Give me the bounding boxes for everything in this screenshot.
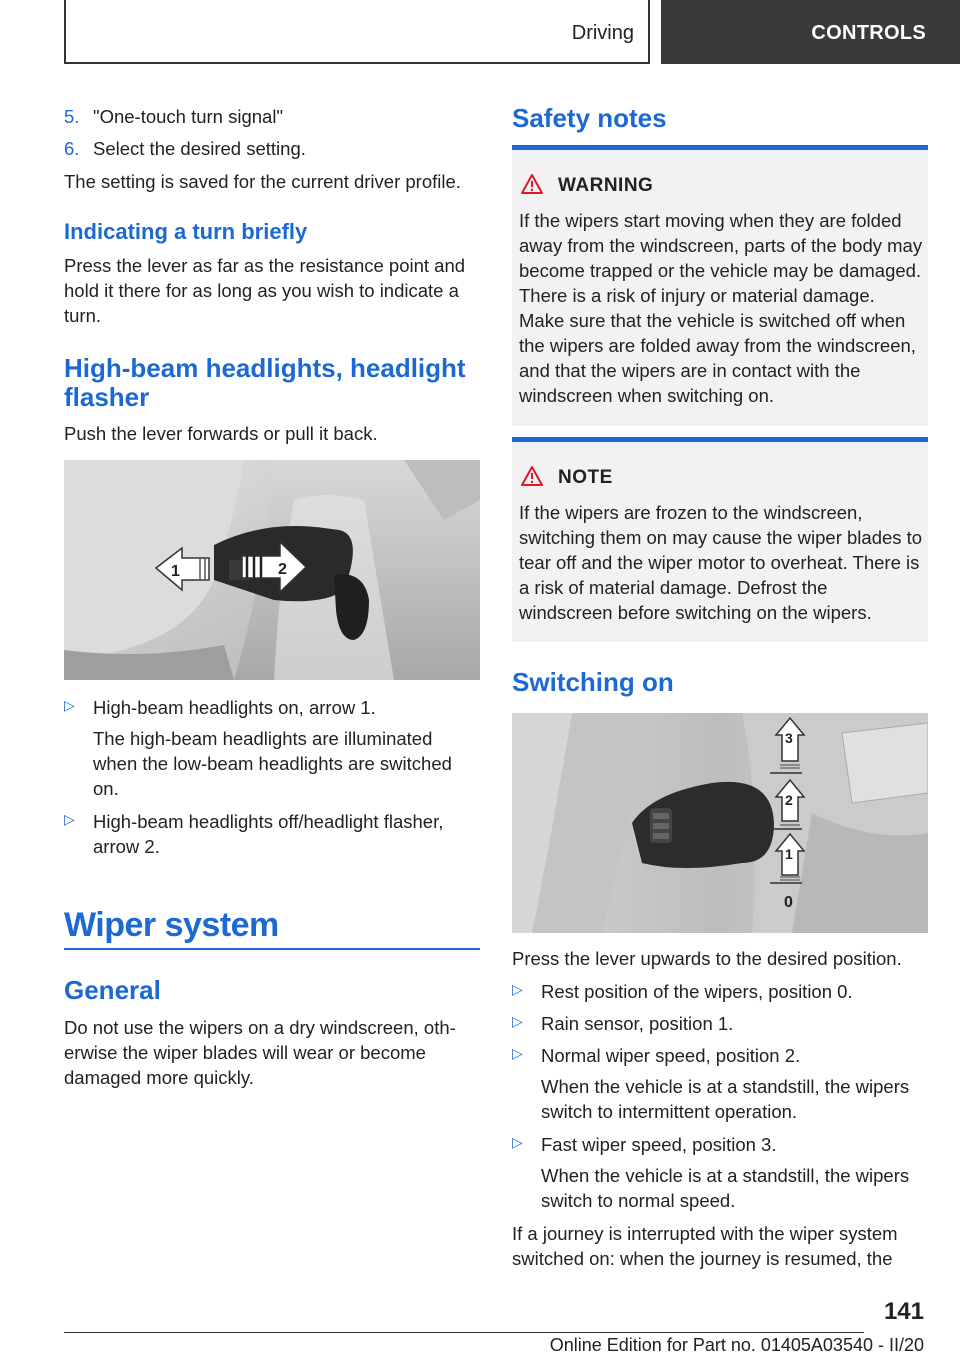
warning-triangle-icon: [520, 465, 544, 487]
header-section-label: Driving: [571, 22, 634, 44]
highbeam-heading: High-beam headlights, headlight flasher: [64, 353, 466, 412]
bullet-subtext: The high-beam headlights are illuminated when the low-beam headlights are switched on.: [93, 728, 452, 799]
arrow-label-1: 1: [171, 563, 180, 580]
highbeam-lever-figure: [64, 460, 480, 680]
safety-notes-heading: Safety notes: [512, 103, 667, 133]
page-number: 141: [883, 1298, 924, 1325]
triangle-bullet-icon: ▷: [512, 1045, 523, 1061]
bullet-text: High-beam headlights on, arrow 1.: [93, 697, 376, 718]
item-number: 6.: [64, 138, 80, 159]
turn-brief-heading: Indicating a turn briefly: [64, 219, 308, 244]
item-text: Select the desired setting.: [93, 138, 306, 159]
header-section-box: [64, 0, 650, 64]
note-text: If the wipers are frozen to the windscreen, switching them on may cause the wiper blades to tear off and the wiper motor to overheat. There is a risk of material damage. Defrost the windscreen before switching on the wipers.: [519, 502, 923, 623]
warning-text: If the wipers start moving when they are folded away from the windscreen, parts of the body may become trapped or the vehicle may be damaged. There is a risk of injury or material damage. Make sure that the vehicle is switched off when the wipers are folded away from the windscreen, and that the wipers are in contact with the windscreen when switching on.: [519, 210, 923, 406]
note-title: NOTE: [558, 467, 613, 488]
warning-box: [512, 145, 928, 426]
journey-text: If a journey is interrupted with the wiper system switched on: when the journey is resumed, the: [512, 1223, 898, 1269]
turn-brief-text: Press the lever as far as the resistance point and hold it there for as long as you wish to indicate a turn.: [64, 255, 466, 326]
footer-edition: Online Edition for Part no. 01405A03540 - II/20: [549, 1335, 924, 1355]
warning-triangle-icon: [520, 173, 544, 195]
bullet-text: Rest position of the wipers, position 0.: [541, 981, 853, 1002]
highbeam-lever-illustration: [64, 460, 480, 680]
footer-rule: [64, 1332, 864, 1333]
note-box: [512, 437, 928, 642]
triangle-bullet-icon: ▷: [512, 1134, 523, 1150]
bullet-subtext: When the vehicle is at a standstill, the wipers switch to intermittent operation.: [541, 1076, 910, 1122]
bullet-text: Fast wiper speed, position 3.: [541, 1134, 777, 1155]
item-number: 5.: [64, 106, 80, 127]
general-heading: General: [64, 975, 161, 1005]
position-label-2: 2: [785, 792, 793, 808]
general-text: Do not use the wipers on a dry windscreen, oth-erwise the wiper blades will wear or become damaged more quickly.: [64, 1017, 456, 1088]
wiper-lever-illustration: [512, 713, 928, 933]
position-label-0: 0: [784, 894, 793, 911]
arrow-label-2: 2: [278, 561, 287, 578]
position-label-3: 3: [785, 730, 793, 746]
triangle-bullet-icon: ▷: [512, 981, 523, 997]
triangle-bullet-icon: ▷: [512, 1013, 523, 1029]
header-chapter-label: CONTROLS: [811, 22, 926, 44]
header-chapter-tab[interactable]: [661, 0, 960, 64]
position-label-1: 1: [785, 846, 793, 862]
switching-on-heading: Switching on: [512, 667, 674, 697]
bullet-subtext: When the vehicle is at a standstill, the wipers switch to normal speed.: [541, 1165, 910, 1211]
saved-note: The setting is saved for the current driver profile.: [64, 171, 461, 192]
triangle-bullet-icon: ▷: [64, 697, 75, 713]
item-text: "One-touch turn signal": [93, 106, 284, 127]
triangle-bullet-icon: ▷: [64, 811, 75, 827]
highbeam-text: Push the lever forwards or pull it back.: [64, 423, 378, 444]
warning-title: WARNING: [558, 175, 654, 196]
wiper-system-heading: Wiper system: [64, 906, 279, 944]
switching-text: Press the lever upwards to the desired position.: [512, 948, 902, 969]
wiper-lever-figure: [512, 713, 928, 933]
heading-rule: [64, 948, 480, 950]
bullet-text: Normal wiper speed, position 2.: [541, 1045, 801, 1066]
bullet-text: Rain sensor, position 1.: [541, 1013, 734, 1034]
bullet-text: High-beam headlights off/headlight flasher, arrow 2.: [93, 811, 444, 857]
